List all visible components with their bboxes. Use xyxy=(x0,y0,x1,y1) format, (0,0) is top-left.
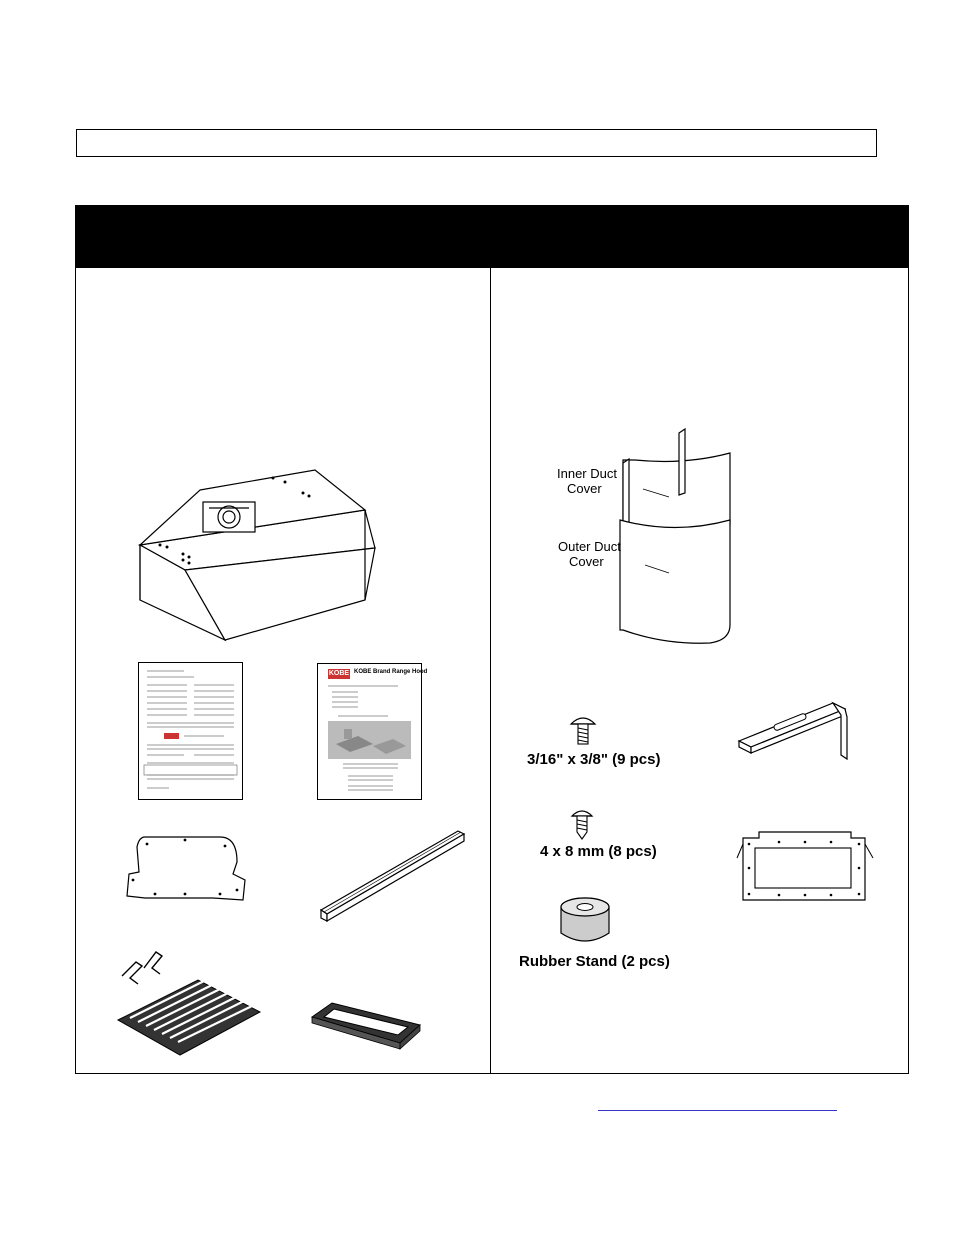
outer-duct-label-line2: Cover xyxy=(569,554,604,569)
kobe-logo: KOBE xyxy=(328,670,350,677)
inner-duct-label-line2: Cover xyxy=(567,481,602,496)
frame-drawing xyxy=(302,993,427,1063)
manual-lines xyxy=(318,664,421,799)
rubber-stand-label: Rubber Stand (2 pcs) xyxy=(519,953,670,970)
damper-plate-drawing xyxy=(125,832,245,907)
screw-icon xyxy=(568,712,598,748)
section-header-bar xyxy=(75,205,909,268)
screw-small-label: 4 x 8 mm (8 pcs) xyxy=(540,843,657,860)
footer-link-underline[interactable] xyxy=(598,1110,837,1111)
rubber-stand-icon xyxy=(555,893,615,948)
inner-duct-label-line1: Inner Duct xyxy=(557,466,617,481)
baffle-filter-drawing xyxy=(108,940,268,1065)
range-hood-drawing xyxy=(125,450,395,645)
column-divider xyxy=(490,268,491,1073)
outer-duct-label-line1: Outer Duct xyxy=(558,539,621,554)
rail-strip-drawing xyxy=(318,826,468,926)
small-screw-icon xyxy=(570,806,594,840)
warranty-card-lines xyxy=(139,663,242,799)
bracket-drawing xyxy=(735,695,855,765)
gasket-plate-drawing xyxy=(733,828,878,910)
installation-manual xyxy=(317,663,428,800)
screw-large-label: 3/16" x 3/8" (9 pcs) xyxy=(527,751,661,768)
warranty-card xyxy=(138,662,243,800)
title-box xyxy=(76,129,877,157)
manual-title: KOBE Brand Range Hood xyxy=(354,669,428,675)
